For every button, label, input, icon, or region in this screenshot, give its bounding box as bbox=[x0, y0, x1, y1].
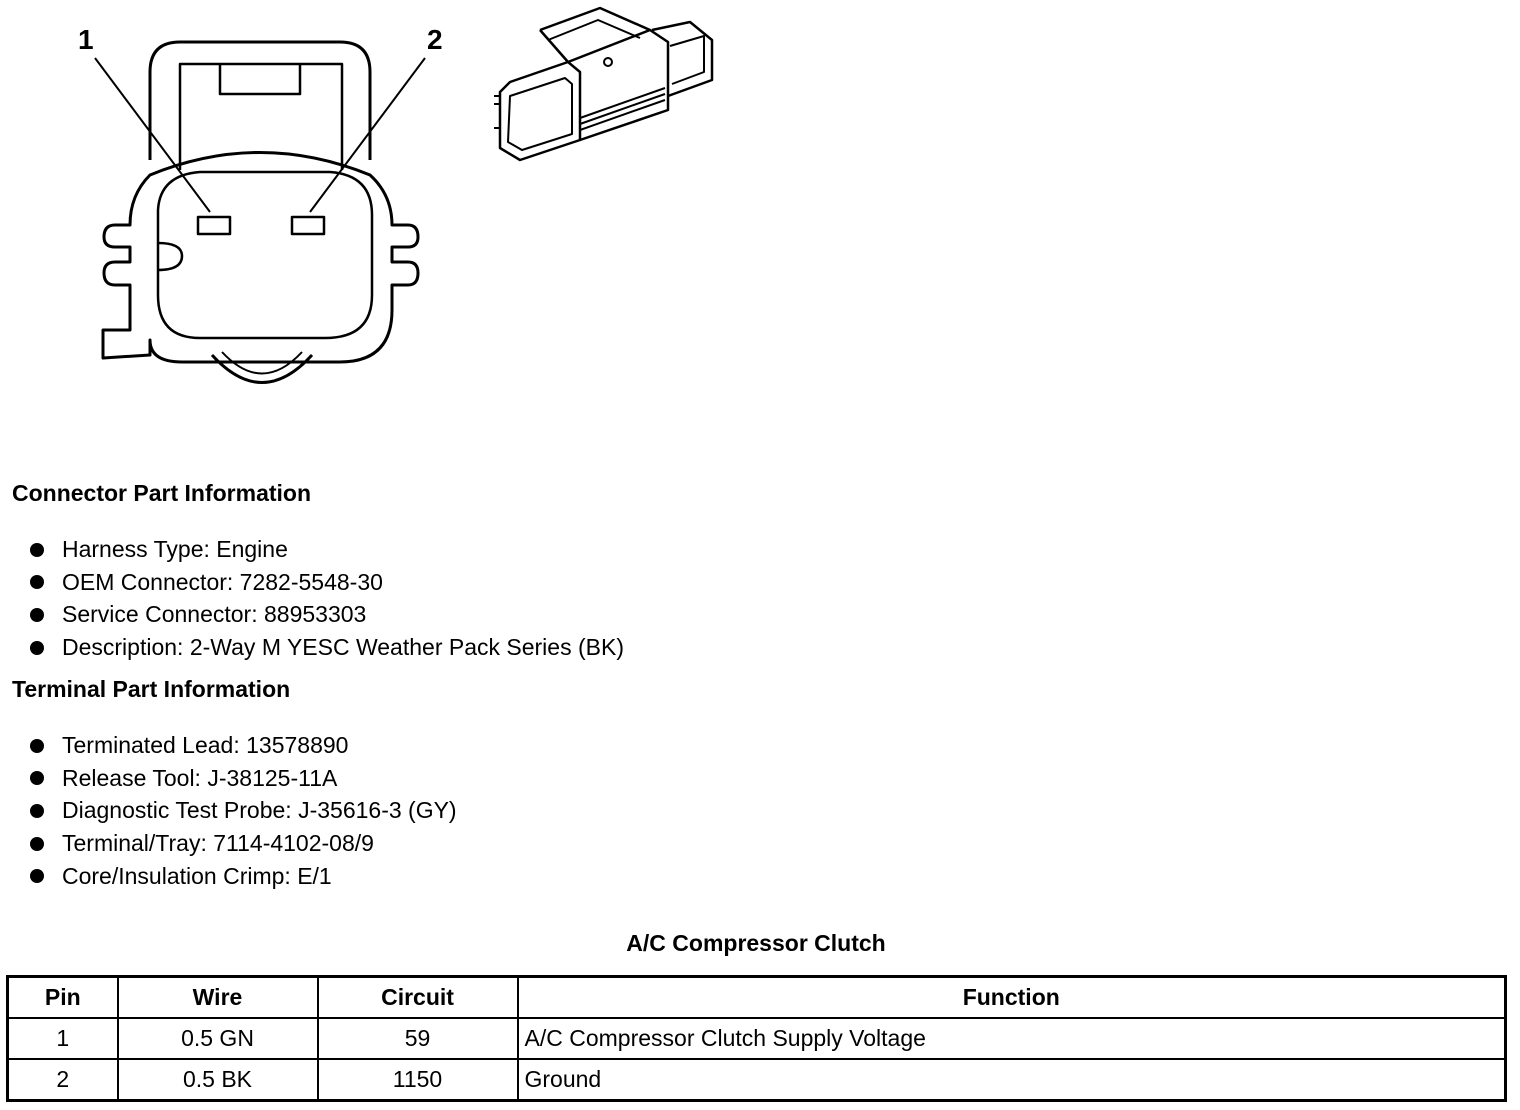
cell-wire: 0.5 BK bbox=[118, 1059, 318, 1101]
pin-1-label: 1 bbox=[78, 24, 94, 55]
cell-pin: 2 bbox=[8, 1059, 118, 1101]
terminal-info-list bbox=[30, 729, 457, 892]
bullet-icon bbox=[30, 543, 44, 557]
list-item: OEM Connector: 7282-5548-30 bbox=[30, 566, 624, 599]
connector-info-heading: Connector Part Information bbox=[12, 480, 312, 506]
list-item: Release Tool: J-38125-11A bbox=[30, 762, 457, 795]
table-row bbox=[8, 1018, 1506, 1059]
connector-info-list bbox=[30, 533, 624, 664]
column-header-wire: Wire bbox=[118, 977, 318, 1019]
cell-function: Ground bbox=[518, 1059, 1506, 1101]
pinout-table bbox=[6, 975, 1507, 1102]
terminal-info-heading: Terminal Part Information bbox=[12, 676, 291, 702]
cell-circuit: 1150 bbox=[318, 1059, 518, 1101]
column-header-circuit: Circuit bbox=[318, 977, 518, 1019]
column-header-pin: Pin bbox=[8, 977, 118, 1019]
latch-housing bbox=[150, 42, 370, 160]
list-item: Service Connector: 88953303 bbox=[30, 598, 624, 631]
list-item: Terminated Lead: 13578890 bbox=[30, 729, 457, 762]
column-header-function: Function bbox=[518, 977, 1506, 1019]
list-item: Core/Insulation Crimp: E/1 bbox=[30, 860, 457, 893]
connector-boot bbox=[212, 355, 312, 383]
bullet-icon bbox=[30, 869, 44, 883]
cell-function: A/C Compressor Clutch Supply Voltage bbox=[518, 1018, 1506, 1059]
terminal-2-cavity bbox=[292, 217, 324, 234]
list-item: Terminal/Tray: 7114-4102-08/9 bbox=[30, 827, 457, 860]
bullet-icon bbox=[30, 575, 44, 589]
table-title: A/C Compressor Clutch bbox=[626, 930, 886, 956]
pin-2-label: 2 bbox=[427, 24, 443, 55]
list-item: Diagnostic Test Probe: J-35616-3 (GY) bbox=[30, 794, 457, 827]
list-item: Harness Type: Engine bbox=[30, 533, 624, 566]
bullet-icon bbox=[30, 739, 44, 753]
connector-3d-view bbox=[494, 8, 712, 160]
bullet-icon bbox=[30, 608, 44, 622]
cell-circuit: 59 bbox=[318, 1018, 518, 1059]
connector-diagram bbox=[0, 0, 760, 420]
bullet-icon bbox=[30, 804, 44, 818]
table-header-row bbox=[8, 977, 1506, 1019]
bullet-icon bbox=[30, 771, 44, 785]
bullet-icon bbox=[30, 837, 44, 851]
connector-face bbox=[158, 172, 372, 338]
table-row bbox=[8, 1059, 1506, 1101]
list-item: Description: 2-Way M YESC Weather Pack Series (BK) bbox=[30, 631, 624, 664]
bullet-icon bbox=[30, 641, 44, 655]
cell-wire: 0.5 GN bbox=[118, 1018, 318, 1059]
cell-pin: 1 bbox=[8, 1018, 118, 1059]
terminal-1-cavity bbox=[198, 217, 230, 234]
